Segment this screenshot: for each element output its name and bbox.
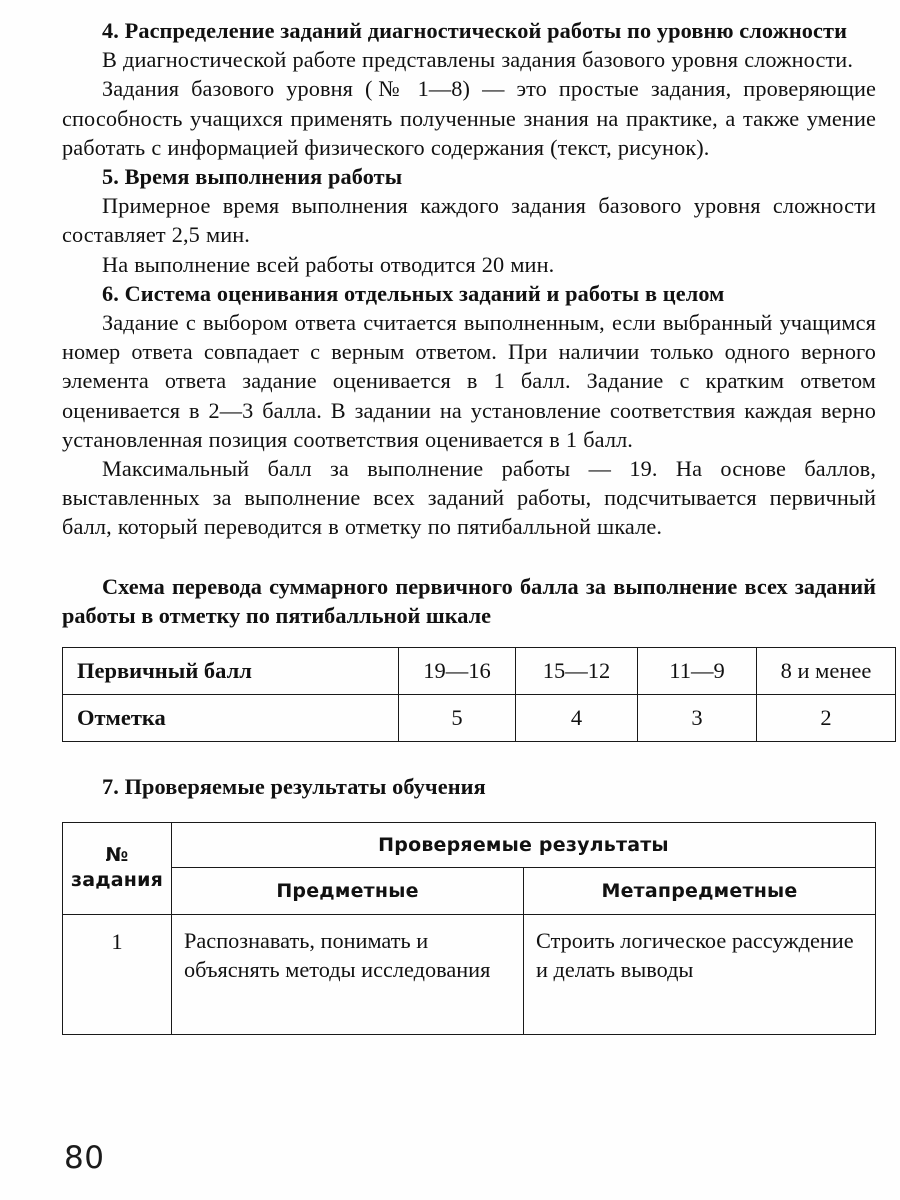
table-row [63,914,876,1034]
page-content [62,16,876,1035]
table-header-row [63,822,876,867]
subject-results-header: Предметные [172,867,524,914]
task-number-header-line1: № [105,844,129,867]
checked-results-table [62,822,876,1035]
meta-results-header: Метапредметные [524,867,876,914]
section-6-paragraph-2: Максимальный балл за выполнение работы — 19. На основе баллов, выставленных за выполнение всех заданий работы, подсчитывается первичный балл, который переводится в отметку по пятибалльной шкале. [62,456,876,540]
task-number-header [63,822,172,914]
section-6-heading: 6. Система оценивания отдельных заданий и работы в целом [102,280,725,306]
score-range-cell: 8 и менее [757,648,896,695]
subject-result-cell: Распознавать, понимать и объяснять методы исследования [172,914,524,1034]
section-4-paragraph-1: В диагностической работе представлены задания базового уровня сложности. [102,47,854,73]
task-number-header-line2: задания [70,869,164,892]
results-span-header: Проверяемые результаты [172,822,876,867]
page-number: 80 [64,1140,105,1176]
section-5-paragraph-2: На выполнение всей работы отводится 20 мин. [102,251,555,277]
meta-result-cell: Строить логическое рассуждение и делать выводы [524,914,876,1034]
score-conversion-table [62,647,896,742]
mark-cell: 4 [516,695,638,742]
section-6-paragraph-1: Задание с выбором ответа считается выполненным, если выбранный учащимся номер ответа совпадает с верным ответом. При наличии только одного верного элемента ответа задание оценивается в 1 балл. Задание с кратким ответом оценивается в 2—3 балла. В задании на установление соответствия каждая верно установленная позиция соответствия оценивается в 1 балл. [62,310,876,452]
section-5-heading: 5. Время выполнения работы [102,164,403,190]
score-row-label: Первичный балл [63,648,399,695]
table-row [63,695,896,742]
table-row [63,648,896,695]
score-table-title: Схема перевода суммарного первичного балла за выполнение всех заданий работы в отметку по пятибалльной шкале [62,573,876,629]
mark-cell: 5 [399,695,516,742]
score-range-cell: 19—16 [399,648,516,695]
score-range-cell: 11—9 [638,648,757,695]
mark-row-label: Отметка [63,695,399,742]
mark-cell: 3 [638,695,757,742]
table-subheader-row [63,867,876,914]
section-4-heading: 4. Распределение заданий диагностической работы по уровню сложности [102,18,848,43]
spacer [62,742,876,772]
score-range-cell: 15—12 [516,648,638,695]
section-5-paragraph-1: Примерное время выполнения каждого задания базового уровня сложности составляет 2,5 мин. [62,193,876,248]
section-4-paragraph-2: Задания базового уровня (№ 1—8) — это простые задания, проверяющие способность учащихся применять полученные знания на практике, а также умение работать с информацией физического содержания (текст, рисунок). [62,76,876,160]
mark-cell: 2 [757,695,896,742]
spacer [62,542,876,572]
section-7-heading: 7. Проверяемые результаты обучения [102,774,486,800]
task-number-cell: 1 [63,914,172,1034]
